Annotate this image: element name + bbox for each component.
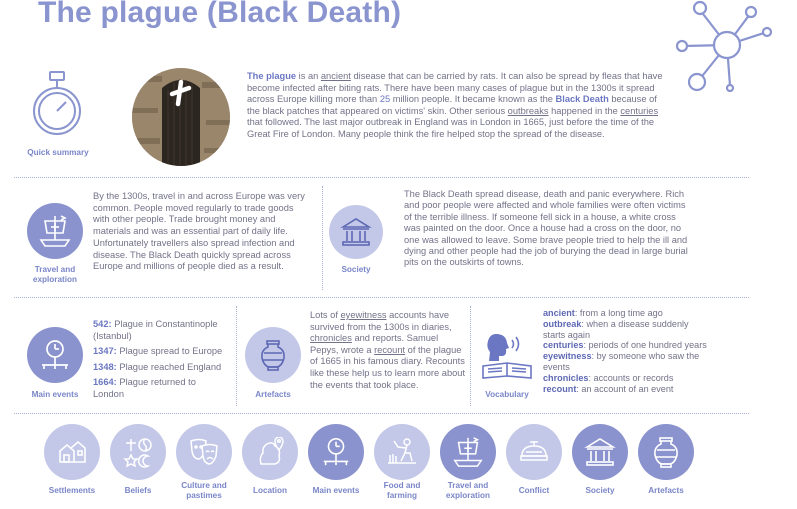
- event-item: 1664: Plague returned to London: [93, 377, 196, 399]
- event-item: 542: Plague in Constantinople (Istanbul): [93, 319, 218, 341]
- nav-location-label: Location: [252, 486, 288, 495]
- vocabulary-icon: [480, 330, 534, 382]
- nav-location-button[interactable]: [242, 424, 298, 480]
- page-title: The plague (Black Death): [38, 0, 402, 29]
- nav-beliefs-button[interactable]: [110, 424, 166, 480]
- nav-culture-label: Culture and pastimes: [181, 481, 227, 500]
- main-events-label: Main events: [31, 390, 79, 399]
- settlements-icon: [57, 437, 87, 467]
- nav-society-button[interactable]: [572, 424, 628, 480]
- nav-settlements-button[interactable]: [44, 424, 100, 480]
- urn-icon: [258, 339, 288, 371]
- vocab-item: outbreak: when a disease suddenly starts again: [543, 318, 689, 340]
- nav-culture-button[interactable]: [176, 424, 232, 480]
- plague-door-photo: [132, 68, 230, 166]
- quick-summary-label: Quick summary: [27, 148, 89, 157]
- nav-food-farming-label: Food and farming: [383, 481, 421, 500]
- travel-text: By the 1300s, travel in and across Europe was very common. People moved regularly to trade goods with other people. Trade brought money and materials and was an essential part of daily life. Unfortunately travellers also spread infection and disease. The Black Death quickly spread across Europe and millions of people died as a result.: [93, 191, 305, 272]
- nav-travel-label: Travel and exploration: [445, 481, 491, 500]
- nav-conflict-button[interactable]: [506, 424, 562, 480]
- culture-icon: [188, 437, 220, 467]
- beliefs-icon: [122, 436, 154, 468]
- vocab-item: recount: an account of an event: [543, 383, 674, 394]
- main-events-list: [93, 319, 243, 401]
- conflict-icon: [518, 438, 550, 466]
- nav-beliefs-label: Beliefs: [124, 486, 152, 495]
- vocabulary-label: Vocabulary: [485, 390, 529, 399]
- vocab-item: chronicles: accounts or records: [543, 372, 674, 383]
- nav-main-events-label: Main events: [312, 486, 360, 495]
- divider: [14, 177, 749, 178]
- divider: [14, 297, 749, 298]
- event-item: 1347: Plague spread to Europe: [93, 346, 223, 357]
- nav-conflict-label: Conflict: [518, 486, 550, 495]
- location-icon: [255, 437, 285, 467]
- vocab-item: centuries: periods of one hundred years: [543, 340, 707, 351]
- stopwatch-icon: [28, 68, 86, 142]
- summary-text: The plague is an ancient disease that can be carried by rats. It can also be spread by fleas that have become infected after biting rats. There have been many cases of plague but in the 1300s it spread across Europe killing more than 25 million people. It became known as the Black Death because of the black patches that appeared on victims' skin. Other serious outbreaks happened in the centuries that followed. The last major outbreak in England was in London in 1665, just before the time of the Great Fire of London. Many people think the fire helped stop the spread of the disease.: [247, 71, 663, 139]
- artefacts-text: Lots of eyewitness accounts have survived from the 1300s in diaries, chronicles and reports. Samuel Pepys, wrote a recount of the plague of 1665 in his famous diary. Recounts like these help us to learn more about the events that took place.: [310, 310, 466, 390]
- society-section-circle: [329, 205, 383, 259]
- vocab-item: eyewitness: by someone who saw the events: [543, 351, 700, 372]
- nav-artefacts-label: Artefacts: [648, 486, 684, 495]
- main-events-section-circle: [27, 327, 83, 383]
- society-label: Society: [341, 265, 371, 274]
- building-icon: [340, 216, 372, 248]
- artefacts-section-circle: [245, 327, 301, 383]
- vocab-item: ancient: from a long time ago: [543, 308, 663, 318]
- molecule-icon: [672, 0, 772, 92]
- travel-label: Travel and exploration: [32, 265, 78, 284]
- travel-section-circle: [27, 203, 83, 259]
- timeline-icon: [38, 338, 72, 372]
- divider: [14, 413, 749, 414]
- nav-food-farming-button[interactable]: [374, 424, 430, 480]
- main-events-icon: [320, 436, 352, 468]
- nav-settlements-label: Settlements: [48, 486, 96, 495]
- ship-icon: [37, 213, 73, 249]
- nav-travel-button[interactable]: [440, 424, 496, 480]
- nav-main-events-button[interactable]: [308, 424, 364, 480]
- vocabulary-list: [543, 308, 713, 394]
- travel-icon: [451, 435, 485, 469]
- event-item: 1348: Plague reached England: [93, 361, 222, 372]
- topic-nav: [0, 420, 797, 509]
- artefacts-label: Artefacts: [255, 390, 291, 399]
- food-farming-icon: [386, 437, 418, 467]
- society-icon: [584, 436, 616, 468]
- divider: [322, 186, 323, 290]
- nav-society-label: Society: [585, 486, 615, 495]
- nav-artefacts-button[interactable]: [638, 424, 694, 480]
- divider: [470, 306, 471, 406]
- artefacts-icon: [651, 436, 681, 468]
- society-text: The Black Death spread disease, death and panic everywhere. Rich and poor people were affected and whole families were often victims of the terrible illness. If someone fell sick in a house, a white cross was painted on the door. Once a house had a cross on the door, no one was allowed to leave. Some brave people tried to help the ill and dying and other people had the job of burying the dead in large burial pits on the outskirts of towns.: [404, 189, 688, 268]
